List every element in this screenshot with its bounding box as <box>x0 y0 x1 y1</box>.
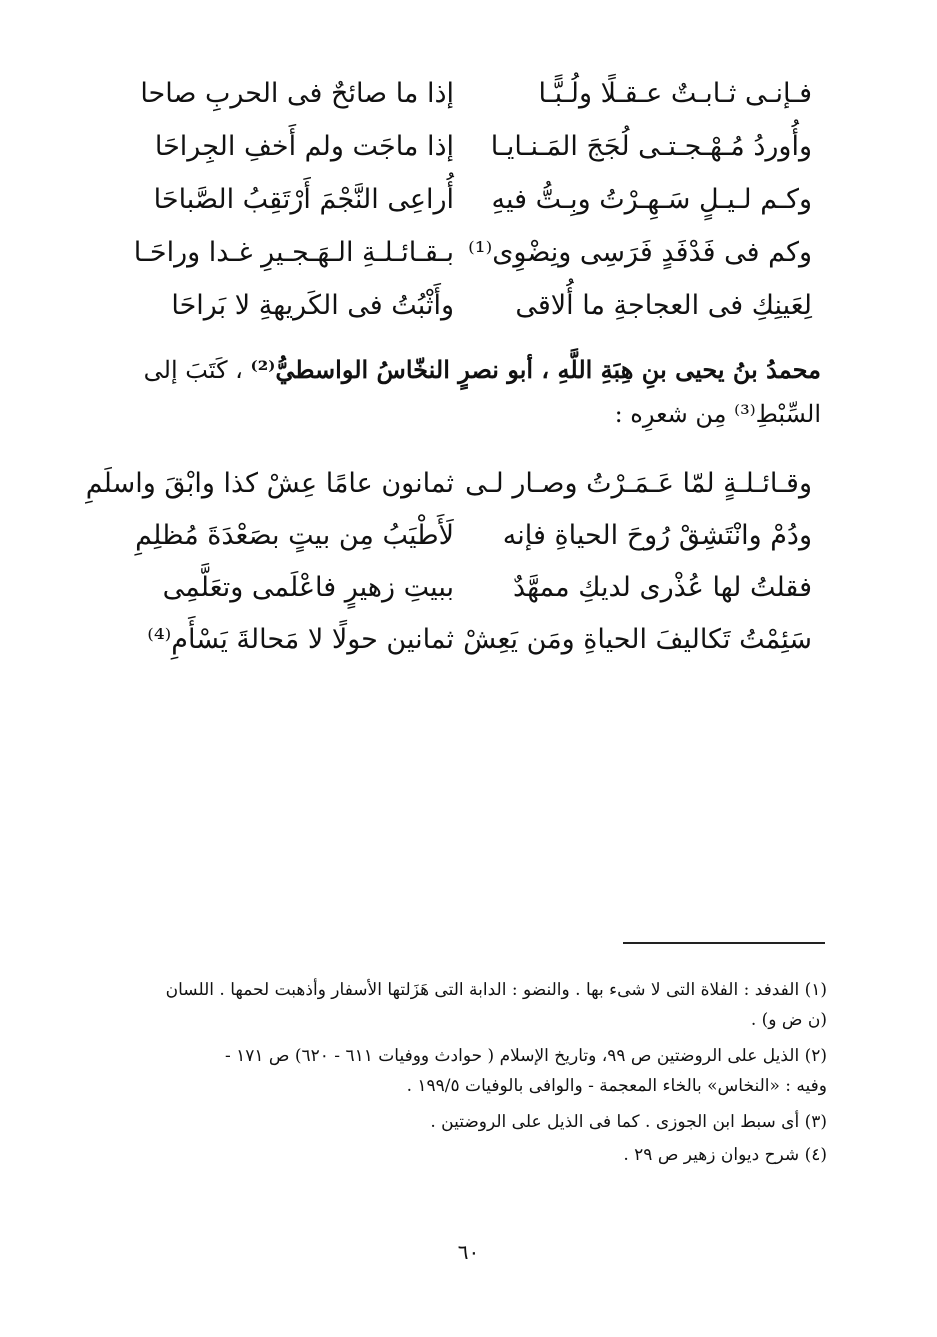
verse-9-hemistich-2: ثمانين حولًا لا مَحالةَ يَسْأَمِ⁽⁴⁾ <box>147 624 454 655</box>
verse-1-hemistich-2: إذا ما صائحٌ فى الحربِ صاحا <box>140 78 454 109</box>
footnote-1-continued: (ن ض و) . <box>750 1010 827 1030</box>
verse-1-hemistich-1: فـإنـى ثـابـتٌ عـقـلًا ولُـبًّـا <box>538 78 812 109</box>
heading-line-2: السِّبْطِ⁽³⁾ مِن شعرِه : <box>614 400 821 428</box>
verse-4-hemistich-1: وكم فى فَدْفَدٍ فَرَسِى ونِضْوِى⁽¹⁾ <box>468 237 812 268</box>
page-number: ٦٠ <box>457 1240 480 1264</box>
verse-9-hemistich-1: سَئِمْتُ تَكاليفَ الحياةِ ومَن يَعِشْ <box>463 624 812 655</box>
footnote-2: (٢) الذيل على الروضتين ص ٩٩، وتاريخ الإسلام ( حوادث ووفيات ٦١١ - ٦٢٠) ص ١٧١ - <box>224 1046 827 1066</box>
footnote-4: (٤) شرح ديوان زهير ص ٢٩ . <box>623 1145 827 1165</box>
verse-2-hemistich-2: إذا ماجَت ولم أَخفِ الجِراحَا <box>154 131 454 162</box>
verse-3-hemistich-1: وكـم لـيـلٍ سَـهِـرْتُ وبِـتُّ فيهِ <box>491 184 812 215</box>
footnote-2-continued: وفيه : «النخاس» بالخاء المعجمة - والوافى بالوفيات ١٩٩/٥ . <box>406 1076 827 1096</box>
verse-7-hemistich-2: لَأَطْيَبُ مِن بيتٍ بصَعْدَةَ مُظلِمِ <box>135 520 454 551</box>
verse-6-hemistich-1: وقـائـلـةٍ لمّا عَـمَـرْتُ وصـار لـى <box>465 468 812 499</box>
verse-7-hemistich-1: ودُمْ وانْتَشِقْ رُوحَ الحياةِ فإنه <box>502 520 812 551</box>
footnote-1: (١) الفدفد : الفلاة التى لا شىء بها . والنضو : الدابة التى هَزَلتها الأسفار وأذهبت لحمها . اللسان <box>165 980 827 1000</box>
verse-6-hemistich-2: ثمانون عامًا عِشْ كذا وابْقَ واسلَمِ <box>85 468 454 499</box>
verse-2-hemistich-1: وأُوردُ مُـهْـجـتـى لُجَجَ المَـنـايـا <box>490 131 812 162</box>
verse-5-hemistich-2: وأَثْبُتُ فى الكَريهةِ لا بَراحَا <box>171 290 454 321</box>
verse-3-hemistich-2: أُراعِى النَّجْمَ أَرْتَقِبُ الصَّباحَا <box>153 184 454 215</box>
heading-line-1 <box>116 348 821 392</box>
footnote-separator <box>623 942 825 944</box>
person-name: محمدُ بنُ يحيى بنِ هِبَةِ اللَّهِ ، أبو نصرٍ النخّاسُ الواسطيُّ⁽²⁾ <box>250 355 821 384</box>
verse-8-hemistich-1: فقلتُ لها عُذْرى لديكِ ممهَّدٌ <box>512 572 812 603</box>
footnote-3: (٣) أى سبط ابن الجوزى . كما فى الذيل على الروضتين . <box>430 1112 827 1132</box>
verse-4-hemistich-2: بـقـائـلـةِ الـهَـجـيرِ غـدا وراحَـا <box>133 237 454 268</box>
verse-8-hemistich-2: ببيتِ زهيرٍ فاعْلَمى وتعَلَّمِى <box>162 572 454 603</box>
heading-continuation: ، كَتَبَ إلى <box>143 356 251 384</box>
verse-5-hemistich-1: لِعَينِكِ فى العجاجةِ ما أُلاقى <box>515 290 812 321</box>
biography-heading <box>116 348 821 436</box>
